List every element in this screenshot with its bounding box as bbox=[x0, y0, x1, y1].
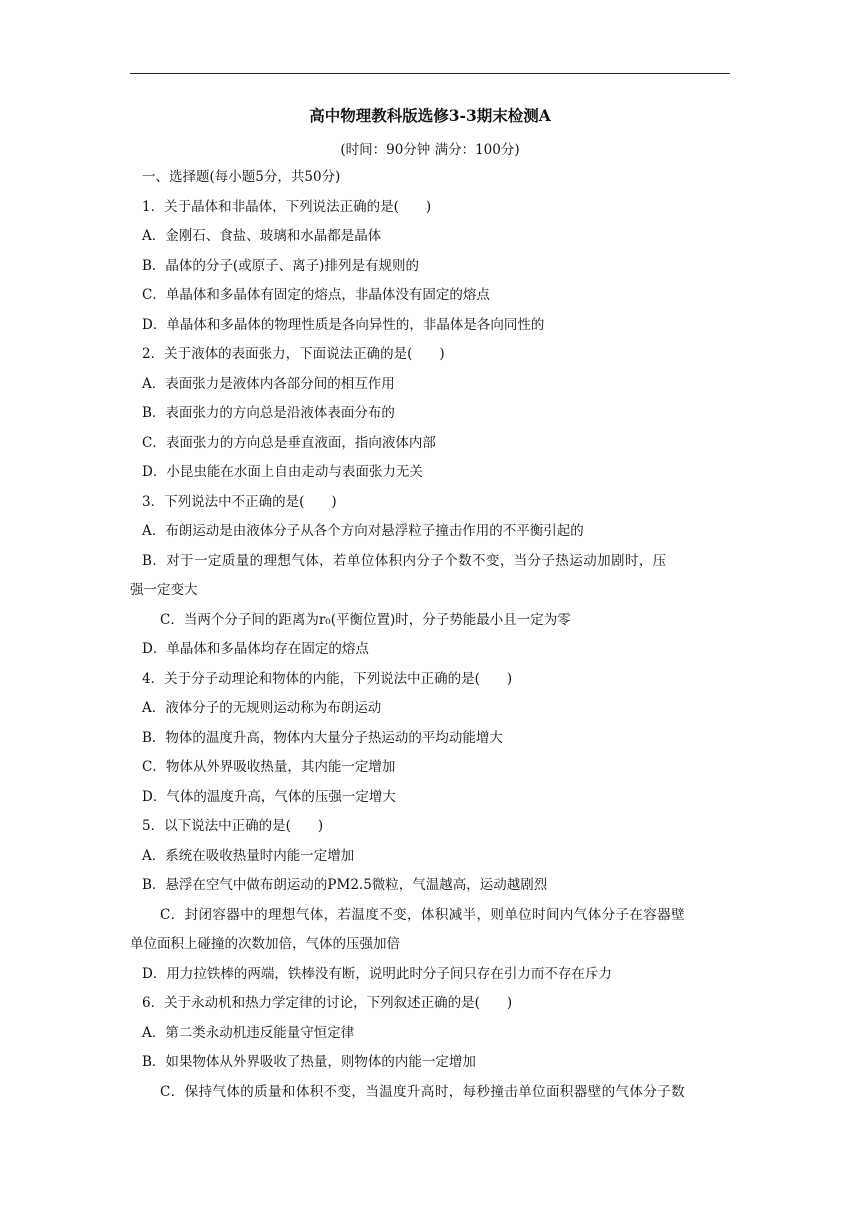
question-stem: 5．以下说法中正确的是( ) bbox=[142, 818, 324, 834]
exam-info: (时间：90分钟 满分：100分) bbox=[340, 142, 520, 158]
answer-option: B．对于一定质量的理想气体，若单位体积内分子个数不变，当分子热运动加剧时，压 bbox=[142, 552, 667, 569]
answer-option: C．物体从外界吸收热量，其内能一定增加 bbox=[142, 759, 396, 775]
answer-option: C．当两个分子间的距离为r₀(平衡位置)时，分子势能最小且一定为零 bbox=[160, 611, 571, 628]
answer-option: D．单晶体和多晶体的物理性质是各向异性的，非晶体是各向同性的 bbox=[142, 316, 545, 333]
question-list bbox=[130, 163, 734, 1107]
answer-option: A．第二类永动机违反能量守恒定律 bbox=[142, 1024, 355, 1041]
answer-option: B．晶体的分子(或原子、离子)排列是有规则的 bbox=[142, 257, 419, 274]
header-rule bbox=[130, 73, 730, 74]
answer-option: C．保持气体的质量和体积不变，当温度升高时，每秒撞击单位面积器壁的气体分子数 bbox=[160, 1083, 686, 1100]
answer-option: C．单晶体和多晶体有固定的熔点，非晶体没有固定的熔点 bbox=[142, 287, 490, 303]
question-stem: 2．关于液体的表面张力，下面说法正确的是( ) bbox=[142, 346, 445, 362]
question-stem: 4．关于分子动理论和物体的内能，下列说法中正确的是( ) bbox=[142, 670, 513, 687]
answer-option: D．小昆虫能在水面上自由走动与表面张力无关 bbox=[142, 464, 423, 480]
text-continuation: 单位面积上碰撞的次数加倍，气体的压强加倍 bbox=[130, 936, 400, 952]
answer-option: A．液体分子的无规则运动称为布朗运动 bbox=[142, 700, 382, 716]
answer-option: C．表面张力的方向总是垂直液面，指向液体内部 bbox=[142, 434, 436, 451]
answer-option: A．布朗运动是由液体分子从各个方向对悬浮粒子撞击作用的不平衡引起的 bbox=[142, 523, 584, 539]
answer-option: A．金刚石、食盐、玻璃和水晶都是晶体 bbox=[142, 228, 382, 244]
answer-option: D．气体的温度升高，气体的压强一定增大 bbox=[142, 788, 396, 805]
answer-option: B．物体的温度升高，物体内大量分子热运动的平均动能增大 bbox=[142, 729, 503, 746]
question-stem: 6．关于永动机和热力学定律的讨论，下列叙述正确的是( ) bbox=[142, 995, 513, 1011]
answer-option: B．悬浮在空气中做布朗运动的PM2.5微粒，气温越高，运动越剧烈 bbox=[142, 877, 548, 893]
text-continuation: 强一定变大 bbox=[130, 582, 198, 598]
answer-option: B．表面张力的方向总是沿液体表面分布的 bbox=[142, 405, 395, 421]
answer-option: C．封闭容器中的理想气体，若温度不变，体积减半，则单位时间内气体分子在容器壁 bbox=[160, 906, 686, 923]
answer-option: D．单晶体和多晶体均存在固定的熔点 bbox=[142, 641, 369, 657]
question-stem: 3．下列说法中不正确的是( ) bbox=[142, 493, 337, 510]
page-title: 高中物理教科版选修3-3期末检测A bbox=[309, 106, 551, 125]
answer-option: D．用力拉铁棒的两端，铁棒没有断，说明此时分子间只存在引力而不存在斥力 bbox=[142, 965, 612, 982]
answer-option: A．表面张力是液体内各部分间的相互作用 bbox=[142, 375, 395, 392]
answer-option: B．如果物体从外界吸收了热量，则物体的内能一定增加 bbox=[142, 1054, 476, 1070]
section-heading: 一、选择题(每小题5分，共50分) bbox=[142, 169, 341, 185]
question-stem: 1．关于晶体和非晶体，下列说法正确的是( ) bbox=[142, 198, 432, 215]
answer-option: A．系统在吸收热量时内能一定增加 bbox=[142, 847, 355, 864]
